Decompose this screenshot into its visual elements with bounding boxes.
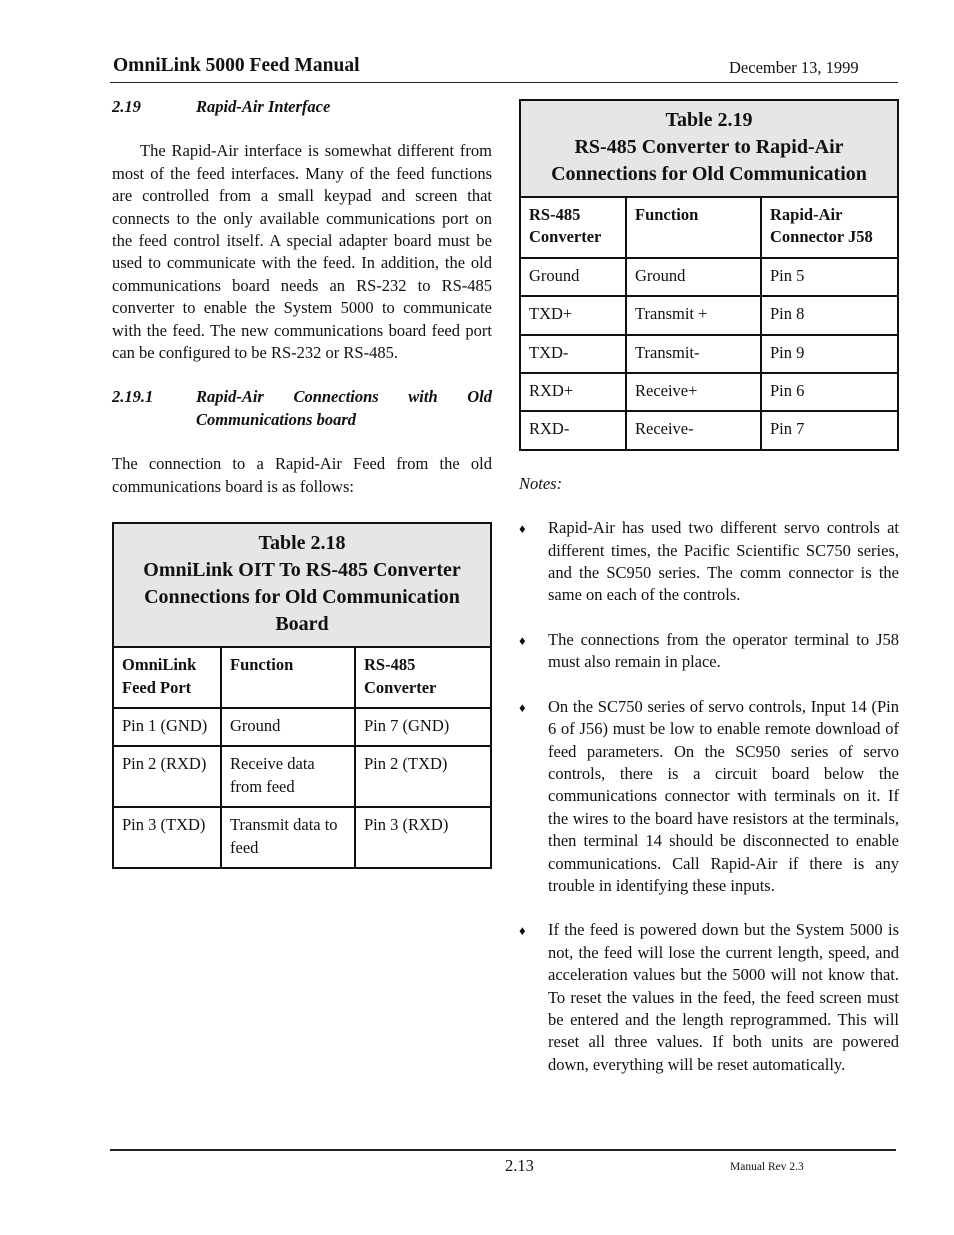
table-cell: Pin 3 (TXD) <box>113 807 221 868</box>
diamond-bullet-icon: ♦ <box>519 632 526 648</box>
diamond-bullet-icon: ♦ <box>519 699 526 715</box>
subsection-title: Rapid-Air Connections with Old Communications board <box>196 387 492 429</box>
table-2-18 <box>112 522 492 869</box>
note-text: If the feed is powered down but the System 5000 is not, the feed will lose the current length, speed, and acceleration values but the 5000 will not know that. To reset the values in the feed, the feed screen must be entered and the length reprogrammed. This will reset all three values. If both units are powered down, everything will be reset automatically. <box>548 920 899 1074</box>
page-number: 2.13 <box>505 1156 534 1175</box>
note-text: Rapid-Air has used two different servo controls at different times, the Pacific Scientific SC750 series, and the SC950 series. The comm connector is the same on each of the controls. <box>548 518 899 605</box>
column-header: OmniLink Feed Port <box>113 647 221 708</box>
table-row <box>113 708 491 746</box>
table-cell: Pin 8 <box>761 296 898 334</box>
table-row <box>520 411 898 449</box>
table-row <box>113 807 491 868</box>
table-cell: Pin 7 <box>761 411 898 449</box>
list-item <box>519 696 899 898</box>
subsection-heading <box>112 386 492 431</box>
diamond-bullet-icon: ♦ <box>519 923 526 939</box>
table-cell: Transmit + <box>626 296 761 334</box>
table-cell: Pin 9 <box>761 335 898 373</box>
table-row <box>520 373 898 411</box>
section-number: 2.19 <box>112 97 141 116</box>
table-cell: Receive+ <box>626 373 761 411</box>
table-caption <box>520 100 898 197</box>
table-caption-number: Table 2.18 <box>258 532 346 555</box>
manual-date: December 13, 1999 <box>729 58 859 77</box>
table-cell: Pin 7 (GND) <box>355 708 491 746</box>
note-text: The connections from the operator terminal to J58 must also remain in place. <box>548 629 899 672</box>
table-2-19 <box>519 99 899 451</box>
table-cell: Pin 2 (RXD) <box>113 746 221 807</box>
table-cell: Receive data from feed <box>221 746 355 807</box>
table-caption-number: Table 2.19 <box>665 109 753 131</box>
table-cell: TXD- <box>520 335 626 373</box>
table-cell: TXD+ <box>520 296 626 334</box>
subsection-paragraph: The connection to a Rapid-Air Feed from the old communications board is as follows: <box>112 454 492 496</box>
left-column <box>112 96 492 869</box>
list-item <box>519 919 899 1076</box>
table-caption-title: RS-485 Converter to Rapid-Air Connections for Old Communication <box>551 136 867 185</box>
note-text: On the SC750 series of servo controls, Input 14 (Pin 6 of J56) must be low to enable remote download of feed parameters. On the SC950 series of servo controls, there is a circuit board below the communications connector with terminals on it. If the wires to the board have resistors at the terminals, then terminal 14 should be disconnected to enable communications. Call Rapid-Air if there is any trouble in identifying these inputs. <box>548 696 899 895</box>
right-column <box>519 99 899 1076</box>
column-header: RS-485 Converter <box>520 197 626 258</box>
section-heading <box>112 96 492 118</box>
manual-title: OmniLink 5000 Feed Manual <box>113 55 360 76</box>
list-item <box>519 517 899 607</box>
table-row <box>520 258 898 296</box>
manual-revision: Manual Rev 2.3 <box>730 1161 804 1173</box>
section-paragraph: The Rapid-Air interface is somewhat different from most of the feed interfaces. Many of the feed functions are controlled from a small keypad and screen that connects to the only available communications port on the feed control itself. A special adapter board must be used to communicate with the feed. In addition, the old communications board needs an RS-232 to RS-485 converter to enable the System 5000 to communicate with the feed. The new communications board feed port can be configured to be RS-232 or RS-485. <box>112 141 492 363</box>
notes-label: Notes: <box>519 473 563 493</box>
header-divider <box>110 82 898 83</box>
footer-divider <box>110 1149 896 1151</box>
table-cell: Ground <box>221 708 355 746</box>
subsection-number: 2.19.1 <box>112 387 154 407</box>
table-cell: Receive- <box>626 411 761 449</box>
table-cell: Pin 5 <box>761 258 898 296</box>
table-cell: Transmit data to feed <box>221 807 355 868</box>
table-row <box>113 746 491 807</box>
column-header: Function <box>221 647 355 708</box>
table-cell: Transmit- <box>626 335 761 373</box>
table-cell: Pin 6 <box>761 373 898 411</box>
table-row <box>520 296 898 334</box>
table-cell: Ground <box>520 258 626 296</box>
column-header: RS-485 Converter <box>355 647 491 708</box>
column-header: Function <box>626 197 761 258</box>
table-cell: Pin 3 (RXD) <box>355 807 491 868</box>
table-row <box>520 335 898 373</box>
table-cell: Pin 1 (GND) <box>113 708 221 746</box>
list-item <box>519 629 899 674</box>
table-caption <box>113 523 491 647</box>
table-caption-title: OmniLink OIT To RS-485 Converter Connections for Old Communication Board <box>143 559 461 636</box>
table-cell: Ground <box>626 258 761 296</box>
table-cell: Pin 2 (TXD) <box>355 746 491 807</box>
column-header: Rapid-Air Connector J58 <box>761 197 898 258</box>
table-cell: RXD- <box>520 411 626 449</box>
section-title: Rapid-Air Interface <box>196 97 331 116</box>
table-cell: RXD+ <box>520 373 626 411</box>
diamond-bullet-icon: ♦ <box>519 521 526 537</box>
